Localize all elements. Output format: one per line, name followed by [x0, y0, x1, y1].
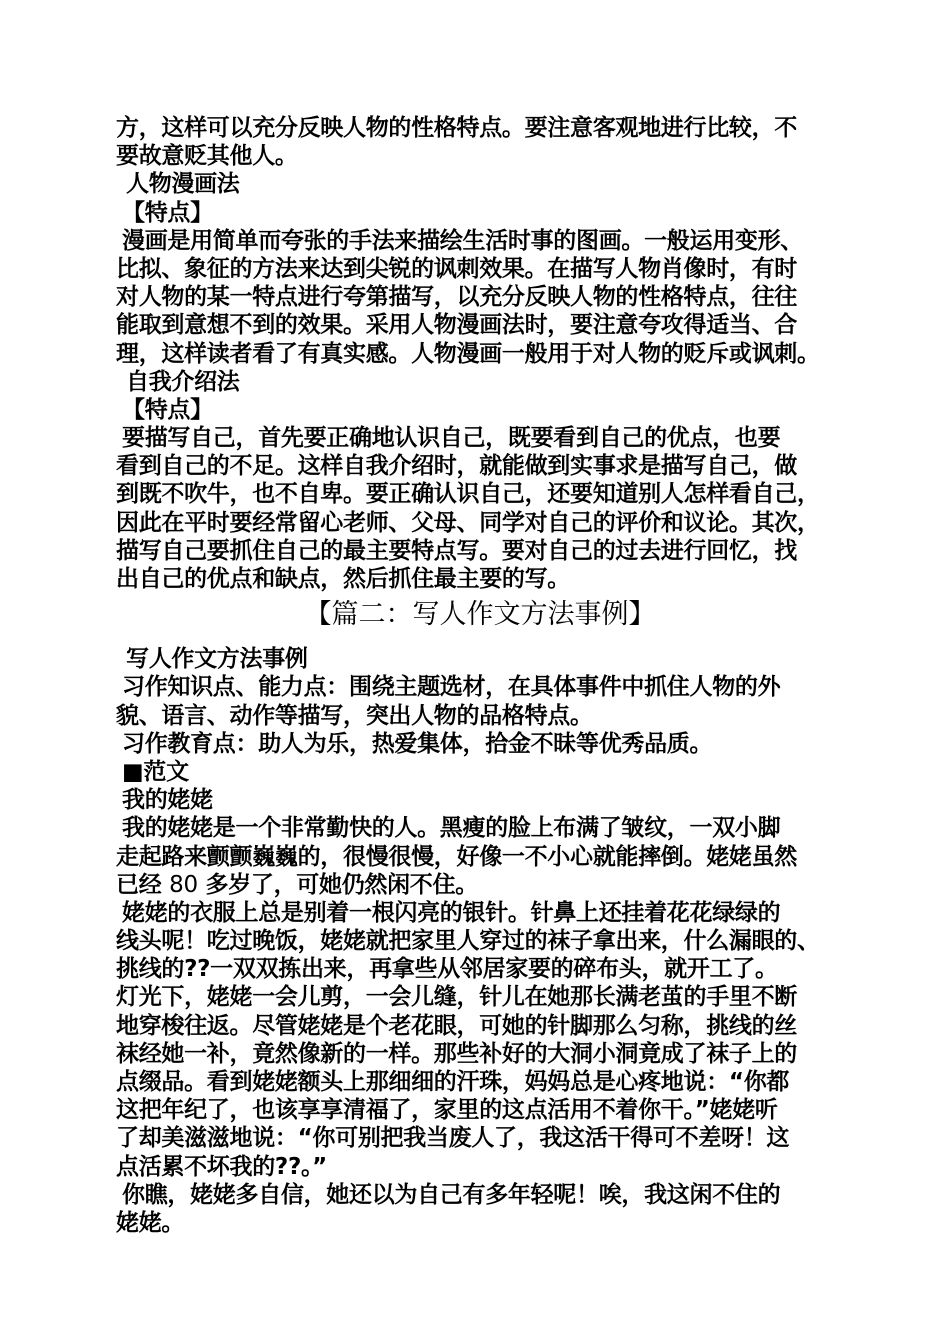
text-line: 比拟、象征的方法来达到尖锐的讽刺效果。在描写人物肖像时，有时	[116, 255, 798, 282]
text-line: 出自己的优点和缺点，然后抓住最主要的写。	[116, 566, 571, 592]
text-line: 能取到意想不到的效果。采用人物漫画法时，要注意夸攻得适当、合	[116, 312, 798, 339]
text-line: 对人物的某一特点进行夸第描写，以充分反映人物的性格特点，往往	[116, 284, 798, 311]
section-heading: 人物漫画法	[126, 171, 240, 198]
text-segment: 已经	[116, 871, 170, 898]
text-line: 理，这样读者看了有真实感。人物漫画一般用于对人物的贬斥或讽刺。	[116, 340, 820, 367]
text-line: 了却美滋滋地说：“你可别把我当废人了，我这活干得可不差呀！这	[116, 1125, 790, 1152]
text-line: 姥姥的衣服上总是别着一根闪亮的银针。针鼻上还挂着花花绿绿的	[122, 899, 781, 926]
text-line: 漫画是用简单而夸张的手法来描绘生活时事的图画。一般运用变形、	[122, 227, 804, 254]
section-heading: 自我介绍法	[126, 368, 240, 395]
text-line: 姥姥。	[116, 1209, 185, 1236]
text-line: 点活累不坏我的??。”	[116, 1153, 327, 1180]
text-line: 你瞧，姥姥多自信，她还以为自己有多年轻呢！唉，我这闲不住的	[122, 1181, 781, 1208]
subheading: 【特点】	[122, 396, 213, 423]
text-line: 因此在平时要经常留心老师、父母、同学对自己的评价和议论。其次，	[116, 509, 820, 536]
text-line: 要故意贬其他人。	[116, 143, 298, 170]
section-heading: 写人作文方法事例	[126, 646, 308, 673]
text-line: 习作教育点：助人为乐，热爱集体，拾金不昧等优秀品质。	[122, 730, 713, 757]
text-line: 方，这样可以充分反映人物的性格特点。要注意客观地进行比较，不	[116, 115, 798, 141]
chapter-title: 【篇二：写人作文方法事例】	[304, 599, 656, 631]
text-line: 灯光下，姥姥一会儿剪，一会儿缝，针儿在她那长满老茧的手里不断	[116, 984, 798, 1011]
text-line: 习作知识点、能力点：围绕主题选材，在具体事件中抓住人物的外	[122, 674, 781, 701]
text-line: 貌、语言、动作等描写，突出人物的品格特点。	[116, 702, 593, 729]
essay-title: 我的姥姥	[122, 787, 213, 814]
text-line: 要描写自己，首先要正确地认识自己，既要看到自己的优点，也要	[122, 425, 781, 452]
text-line: 挑线的??一双双拣出来，再拿些从邻居家要的碎布头，就开工了。	[116, 956, 778, 983]
text-line: 到既不吹牛，也不自卑。要正确认识自己，还要知道别人怎样看自己，	[116, 481, 820, 508]
text-line: 线头呢！吃过晚饭，姥姥就把家里人穿过的袜子拿出来，什么漏眼的、	[116, 928, 820, 955]
text-line	[116, 871, 844, 899]
text-line: 袜经她一补，竟然像新的一样。那些补好的大洞小洞竟成了袜子上的	[116, 1040, 798, 1067]
age-number: 80	[169, 871, 198, 898]
text-line: 看到自己的不足。这样自我介绍时，就能做到实事求是描写自己，做	[116, 453, 798, 480]
text-line: 点缀品。看到姥姥额头上那细细的汗珠，妈妈总是心疼地说：“你都	[116, 1069, 790, 1095]
text-line: 这把年纪了，也该享享清福了，家里的这点活用不着你干。”姥姥听	[116, 1097, 778, 1124]
text-segment: 多岁了，可她仍然闲不住。	[197, 871, 478, 898]
model-essay-label: ■范文	[122, 758, 189, 785]
text-line: 我的姥姥是一个非常勤快的人。黑瘦的脸上布满了皱纹，一双小脚	[122, 815, 781, 842]
subheading: 【特点】	[122, 199, 213, 226]
text-line: 走起路来颤颤巍巍的，很慢很慢，好像一不小心就能摔倒。姥姥虽然	[116, 843, 798, 870]
text-line: 描写自己要抓住自己的最主要特点写。要对自己的过去进行回忆，找	[116, 537, 798, 564]
document-page	[116, 114, 844, 1237]
text-line: 地穿梭往返。尽管姥姥是个老花眼，可她的针脚那么匀称，挑线的丝	[116, 1012, 798, 1039]
